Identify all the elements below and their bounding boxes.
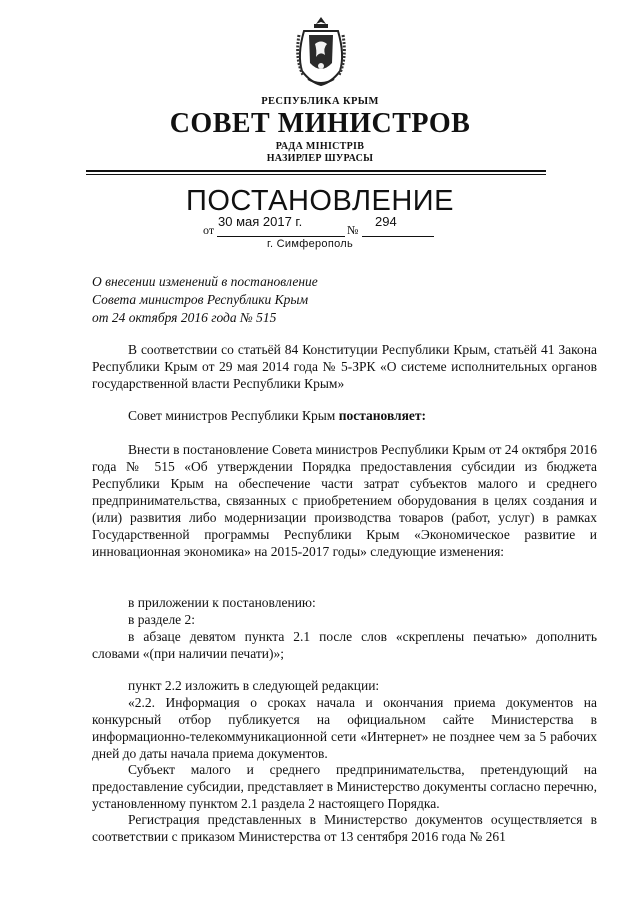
document-subject [92,273,318,327]
document-city: г. Симферополь [267,238,354,250]
appendix-paragraph: в приложении к постановлению: [128,595,316,610]
subject-line: от 24 октября 2016 года № 515 [92,310,277,325]
document-date: 30 мая 2017 г. [218,214,303,229]
decree-text: Совет министров Республики Крым [128,408,339,423]
item-paragraph: в абзаце девятом пункта 2.1 после слов «скреплены печатью» дополнить словами «(при наличии печати)»; [92,629,597,661]
date-underline [217,236,345,237]
header-divider-thin [86,174,546,175]
subject-line: О внесении изменений в постановление [92,274,318,289]
crimea-coat-of-arms-icon [294,15,348,87]
item-paragraph: пункт 2.2 изложить в следующей редакции: [128,678,380,693]
council-name-ukrainian: РАДА МІНІСТРІВ [275,141,365,152]
decree-keyword: постановляет: [338,408,427,423]
section-paragraph: в разделе 2: [128,612,196,627]
document-number: 294 [375,214,397,229]
number-label: № [347,223,359,237]
council-name: СОВЕТ МИНИСТРОВ [169,108,471,139]
council-name-crimean-tatar: НАЗИРЛЕР ШУРАСЫ [266,153,374,164]
preamble-paragraph: В соответствии со статьёй 84 Конституции Республики Крым, статьёй 41 Закона Республики Крым от 29 мая 2014 года № 5-ЗРК «О системе исполнительных органов государственной власти Республики Крым» [92,342,597,391]
date-label: от [203,223,215,237]
republic-name: РЕСПУБЛИКА КРЫМ [261,96,379,107]
quote-paragraph: Регистрация представленных в Министерство документов осуществляется в соответствии с приказом Министерства от 13 сентября 2016 года № 261 [92,812,597,844]
decree-paragraph [92,407,597,424]
amendment-paragraph: Внести в постановление Совета министров Республики Крым от 24 октября 2016 года № 515 «Об утверждении Порядка предоставления субсидии из бюджета Республики Крым на обеспечение части затрат субъектов малого и среднего предпринимательства, связанных с приобретением оборудования в целях создания и (или) развития либо модернизации производства товаров (работ, услуг) в рамках Государственной программы Республики Крым «Экономическое развитие и инновационная экономика» на 2015-2017 годы» следующие изменения: [92,442,597,559]
subject-line: Совета министров Республики Крым [92,292,309,307]
document-title: ПОСТАНОВЛЕНИЕ [186,185,454,217]
header-divider-thick [86,170,546,172]
quote-paragraph: Субъект малого и среднего предпринимательства, претендующий на предоставление субсидии, представляет в Министерство документы согласно перечню, установленному пунктом 2.1 раздела 2 настоящего Порядка. [92,762,597,811]
number-underline [362,236,434,237]
quote-paragraph: «2.2. Информация о сроках начала и окончания приема документов на конкурсный отбор публикуется на официальном сайте Министерства в информационно-телекоммуникационной сети «Интернет» не позднее чем за 5 рабочих дней до даты начала приема документов. [92,695,597,761]
